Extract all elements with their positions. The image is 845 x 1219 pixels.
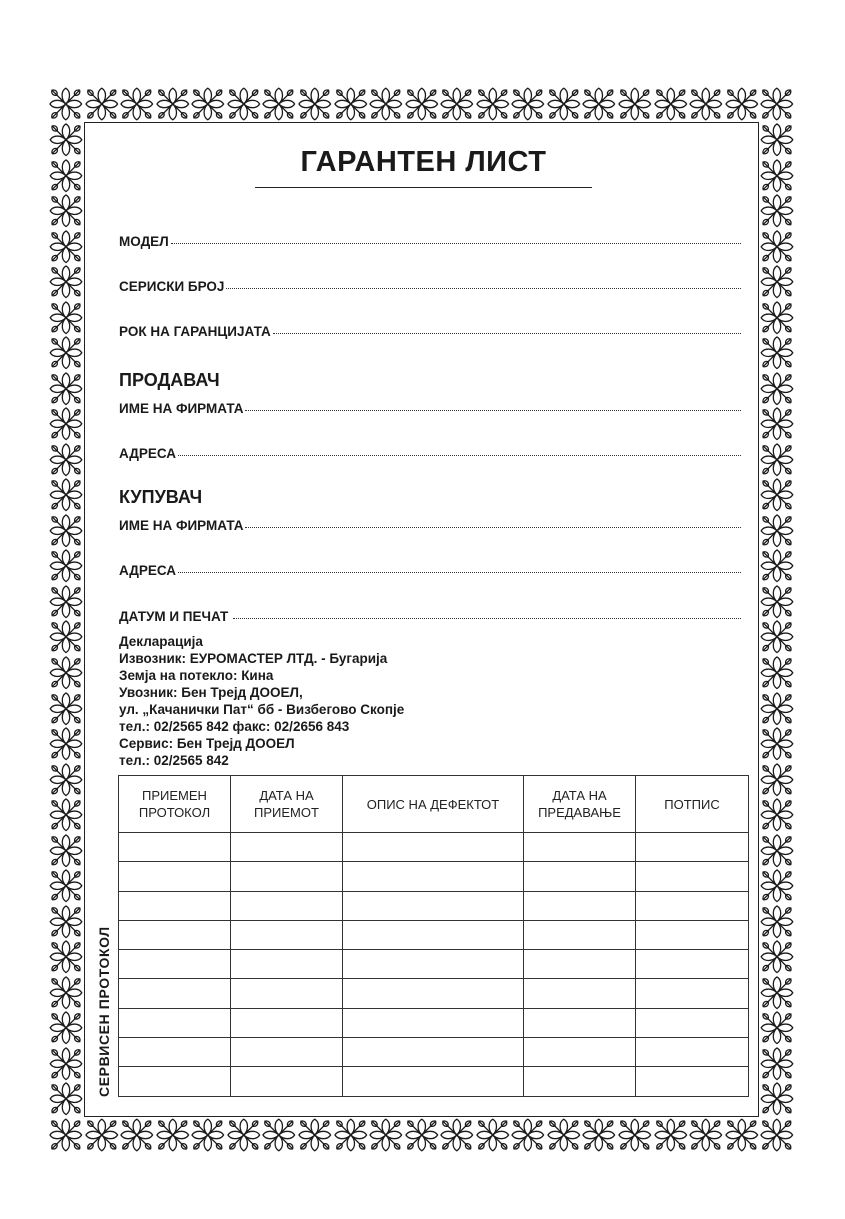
floral-ornament-icon	[759, 86, 795, 122]
floral-ornament-icon	[759, 193, 795, 229]
table-cell[interactable]	[524, 1008, 636, 1037]
declaration-service: Сервис: Бен Трејд ДООЕЛ	[119, 736, 295, 751]
declaration-heading: Декларација	[119, 634, 203, 649]
floral-ornament-icon	[759, 335, 795, 371]
floral-ornament-icon	[48, 442, 84, 478]
floral-ornament-icon	[759, 833, 795, 869]
table-cell[interactable]	[343, 1038, 524, 1067]
table-cell[interactable]	[636, 920, 749, 949]
table-cell[interactable]	[636, 862, 749, 891]
warranty-period-field[interactable]	[119, 324, 741, 339]
table-row	[119, 950, 749, 979]
floral-ornament-icon	[48, 335, 84, 371]
table-cell[interactable]	[231, 833, 343, 862]
floral-ornament-icon	[759, 371, 795, 407]
floral-ornament-icon	[759, 1081, 795, 1117]
floral-ornament-icon	[48, 477, 84, 513]
floral-ornament-icon	[688, 1117, 724, 1153]
floral-ornament-icon	[48, 868, 84, 904]
column-header-defect-description: ОПИС НА ДЕФЕКТОТ	[343, 776, 524, 833]
floral-ornament-icon	[404, 1117, 440, 1153]
table-cell[interactable]	[231, 950, 343, 979]
floral-ornament-icon	[48, 1046, 84, 1082]
seller-address-field[interactable]	[119, 446, 741, 461]
floral-ornament-icon	[261, 1117, 297, 1153]
table-cell[interactable]	[231, 1067, 343, 1096]
table-cell[interactable]	[636, 979, 749, 1008]
floral-ornament-icon	[759, 726, 795, 762]
floral-ornament-icon	[759, 655, 795, 691]
ornamental-border-right	[759, 122, 795, 1117]
floral-ornament-icon	[119, 1117, 155, 1153]
seller-company-label: ИМЕ НА ФИРМАТА	[119, 401, 244, 416]
floral-ornament-icon	[48, 300, 84, 336]
floral-ornament-icon	[48, 797, 84, 833]
table-cell[interactable]	[343, 920, 524, 949]
floral-ornament-icon	[333, 86, 369, 122]
floral-ornament-icon	[759, 975, 795, 1011]
floral-ornament-icon	[759, 584, 795, 620]
date-stamp-field[interactable]	[119, 609, 741, 624]
floral-ornament-icon	[581, 1117, 617, 1153]
declaration-origin: Земја на потекло: Кина	[119, 668, 274, 683]
floral-ornament-icon	[190, 1117, 226, 1153]
table-row	[119, 1067, 749, 1096]
table-row	[119, 1038, 749, 1067]
floral-ornament-icon	[759, 406, 795, 442]
service-protocol-side-label: СЕРВИСЕН ПРОТОКОЛ	[96, 926, 112, 1097]
seller-heading: ПРОДАВАЧ	[119, 370, 220, 390]
declaration-service-phone: тел.: 02/2565 842	[119, 753, 229, 768]
floral-ornament-icon	[724, 86, 760, 122]
floral-ornament-icon	[368, 86, 404, 122]
floral-ornament-icon	[155, 1117, 191, 1153]
floral-ornament-icon	[759, 513, 795, 549]
floral-ornament-icon	[581, 86, 617, 122]
buyer-heading: КУПУВАЧ	[119, 487, 203, 507]
model-field[interactable]	[119, 234, 741, 249]
table-cell[interactable]	[119, 833, 231, 862]
model-label: МОДЕЛ	[119, 234, 169, 249]
floral-ornament-icon	[759, 158, 795, 194]
seller-company-field[interactable]	[119, 401, 741, 416]
buyer-company-field[interactable]	[119, 518, 741, 533]
floral-ornament-icon	[475, 1117, 511, 1153]
floral-ornament-icon	[759, 868, 795, 904]
seller-address-fill-line[interactable]	[178, 454, 741, 456]
declaration-exporter: Извозник: ЕУРОМАСТЕР ЛТД. - Бугарија	[119, 651, 388, 666]
floral-ornament-icon	[48, 975, 84, 1011]
table-body	[119, 833, 749, 1097]
floral-ornament-icon	[653, 1117, 689, 1153]
floral-ornament-icon	[226, 1117, 262, 1153]
floral-ornament-icon	[653, 86, 689, 122]
table-cell[interactable]	[231, 1008, 343, 1037]
buyer-address-field[interactable]	[119, 563, 741, 578]
buyer-company-fill-line[interactable]	[245, 526, 741, 528]
title-underline	[255, 187, 592, 188]
floral-ornament-icon	[759, 264, 795, 300]
table-cell[interactable]	[524, 950, 636, 979]
warranty-period-label: РОК НА ГАРАНЦИЈАТА	[119, 324, 271, 339]
table-row	[119, 920, 749, 949]
floral-ornament-icon	[48, 1117, 84, 1153]
floral-ornament-icon	[48, 584, 84, 620]
column-header-received-date: ДАТА НА ПРИЕМОТ	[231, 776, 343, 833]
floral-ornament-icon	[759, 229, 795, 265]
buyer-company-label: ИМЕ НА ФИРМАТА	[119, 518, 244, 533]
floral-ornament-icon	[368, 1117, 404, 1153]
table-header-row	[119, 776, 749, 833]
floral-ornament-icon	[48, 1081, 84, 1117]
table-cell[interactable]	[343, 891, 524, 920]
table-cell[interactable]	[636, 950, 749, 979]
floral-ornament-icon	[510, 1117, 546, 1153]
floral-ornament-icon	[48, 939, 84, 975]
floral-ornament-icon	[759, 442, 795, 478]
floral-ornament-icon	[759, 1117, 795, 1153]
table-cell[interactable]	[524, 1067, 636, 1096]
floral-ornament-icon	[404, 86, 440, 122]
table-cell[interactable]	[231, 1038, 343, 1067]
floral-ornament-icon	[190, 86, 226, 122]
table-cell[interactable]	[636, 891, 749, 920]
floral-ornament-icon	[297, 1117, 333, 1153]
service-protocol-table	[118, 775, 749, 1097]
ornamental-border-left	[48, 122, 84, 1117]
floral-ornament-icon	[759, 477, 795, 513]
declaration-block	[119, 633, 404, 769]
table-cell[interactable]	[524, 1038, 636, 1067]
floral-ornament-icon	[48, 619, 84, 655]
seller-company-fill-line[interactable]	[245, 409, 741, 411]
floral-ornament-icon	[759, 1010, 795, 1046]
floral-ornament-icon	[759, 904, 795, 940]
table-cell[interactable]	[231, 891, 343, 920]
page-title: ГАРАНТЕН ЛИСТ	[300, 146, 547, 178]
serial-number-field[interactable]	[119, 279, 741, 294]
ornamental-border-top	[48, 86, 795, 122]
floral-ornament-icon	[333, 1117, 369, 1153]
seller-address-label: АДРЕСА	[119, 446, 177, 461]
floral-ornament-icon	[546, 1117, 582, 1153]
floral-ornament-icon	[297, 86, 333, 122]
floral-ornament-icon	[759, 691, 795, 727]
table-cell[interactable]	[343, 979, 524, 1008]
table-cell[interactable]	[524, 862, 636, 891]
buyer-address-fill-line[interactable]	[178, 571, 741, 573]
floral-ornament-icon	[48, 86, 84, 122]
floral-ornament-icon	[759, 122, 795, 158]
table-cell[interactable]	[636, 1038, 749, 1067]
floral-ornament-icon	[48, 904, 84, 940]
declaration-importer: Увозник: Бен Трејд ДООЕЛ,	[119, 685, 303, 700]
floral-ornament-icon	[546, 86, 582, 122]
floral-ornament-icon	[48, 762, 84, 798]
table-cell[interactable]	[119, 1038, 231, 1067]
table-cell[interactable]	[524, 833, 636, 862]
table-cell[interactable]	[119, 891, 231, 920]
floral-ornament-icon	[475, 86, 511, 122]
floral-ornament-icon	[759, 619, 795, 655]
floral-ornament-icon	[759, 797, 795, 833]
warranty-period-fill-line[interactable]	[273, 332, 741, 334]
table-cell[interactable]	[636, 833, 749, 862]
floral-ornament-icon	[48, 833, 84, 869]
floral-ornament-icon	[759, 1046, 795, 1082]
model-fill-line[interactable]	[171, 242, 741, 244]
floral-ornament-icon	[261, 86, 297, 122]
table-cell[interactable]	[343, 950, 524, 979]
floral-ornament-icon	[759, 939, 795, 975]
table-row	[119, 1008, 749, 1037]
column-header-signature: ПОТПИС	[636, 776, 749, 833]
table-row	[119, 891, 749, 920]
floral-ornament-icon	[48, 193, 84, 229]
table-cell[interactable]	[119, 1067, 231, 1096]
floral-ornament-icon	[48, 406, 84, 442]
floral-ornament-icon	[724, 1117, 760, 1153]
column-header-received-protocol: ПРИЕМЕН ПРОТОКОЛ	[119, 776, 231, 833]
table-cell[interactable]	[231, 979, 343, 1008]
table-cell[interactable]	[524, 920, 636, 949]
serial-number-label: СЕРИСКИ БРОЈ	[119, 279, 225, 294]
floral-ornament-icon	[48, 655, 84, 691]
table-cell[interactable]	[524, 891, 636, 920]
floral-ornament-icon	[759, 300, 795, 336]
floral-ornament-icon	[155, 86, 191, 122]
table-cell[interactable]	[343, 862, 524, 891]
floral-ornament-icon	[48, 1010, 84, 1046]
date-stamp-label: ДАТУМ И ПЕЧАТ	[119, 609, 229, 624]
floral-ornament-icon	[759, 762, 795, 798]
table-cell[interactable]	[231, 862, 343, 891]
ornamental-border-bottom	[48, 1117, 795, 1153]
floral-ornament-icon	[48, 158, 84, 194]
floral-ornament-icon	[48, 264, 84, 300]
floral-ornament-icon	[510, 86, 546, 122]
floral-ornament-icon	[617, 1117, 653, 1153]
table-cell[interactable]	[119, 920, 231, 949]
declaration-address: ул. „Качанички Пат“ бб - Визбегово Скопје	[119, 702, 405, 717]
floral-ornament-icon	[48, 691, 84, 727]
table-row	[119, 833, 749, 862]
floral-ornament-icon	[84, 1117, 120, 1153]
buyer-address-label: АДРЕСА	[119, 563, 177, 578]
declaration-phone-fax: тел.: 02/2565 842 факс: 02/2656 843	[119, 719, 350, 734]
floral-ornament-icon	[48, 229, 84, 265]
floral-ornament-icon	[759, 548, 795, 584]
table-cell[interactable]	[636, 1008, 749, 1037]
column-header-handover-date: ДАТА НА ПРЕДАВАЊЕ	[524, 776, 636, 833]
table-cell[interactable]	[636, 1067, 749, 1096]
floral-ornament-icon	[688, 86, 724, 122]
serial-number-fill-line[interactable]	[226, 287, 741, 289]
floral-ornament-icon	[439, 86, 475, 122]
table-cell[interactable]	[343, 1067, 524, 1096]
table-row	[119, 979, 749, 1008]
floral-ornament-icon	[119, 86, 155, 122]
floral-ornament-icon	[617, 86, 653, 122]
floral-ornament-icon	[226, 86, 262, 122]
floral-ornament-icon	[84, 86, 120, 122]
table-cell[interactable]	[231, 920, 343, 949]
floral-ornament-icon	[48, 371, 84, 407]
date-stamp-fill-line[interactable]	[233, 617, 741, 619]
table-cell[interactable]	[119, 862, 231, 891]
floral-ornament-icon	[439, 1117, 475, 1153]
floral-ornament-icon	[48, 513, 84, 549]
floral-ornament-icon	[48, 726, 84, 762]
table-cell[interactable]	[119, 950, 231, 979]
floral-ornament-icon	[48, 548, 84, 584]
table-cell[interactable]	[119, 979, 231, 1008]
floral-ornament-icon	[48, 122, 84, 158]
table-row	[119, 862, 749, 891]
table-cell[interactable]	[343, 833, 524, 862]
table-cell[interactable]	[524, 979, 636, 1008]
table-cell[interactable]	[119, 1008, 231, 1037]
table-cell[interactable]	[343, 1008, 524, 1037]
